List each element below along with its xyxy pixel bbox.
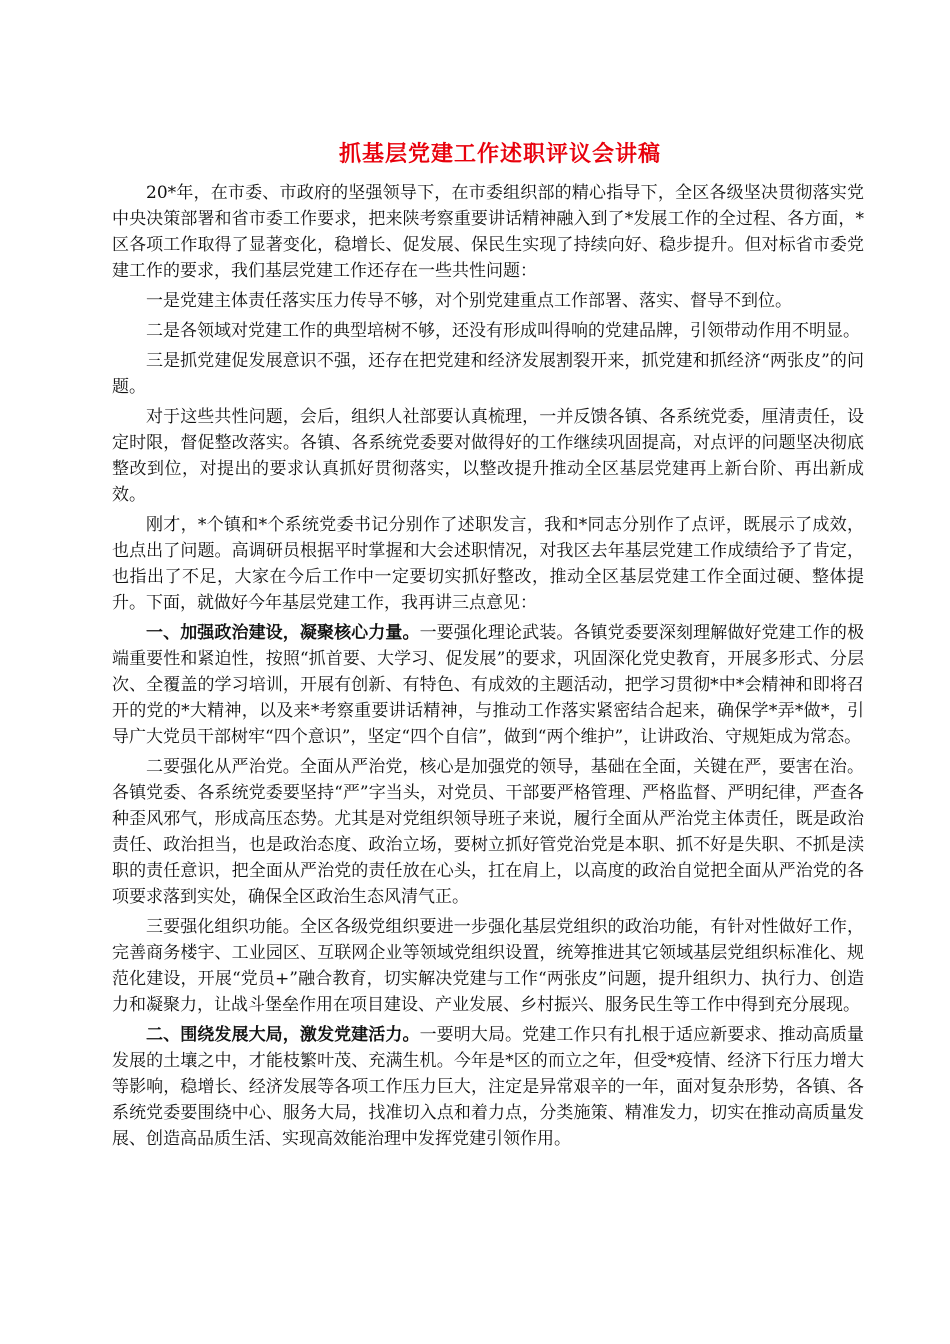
- document-title: 抓基层党建工作述职评议会讲稿: [338, 142, 661, 167]
- paragraph-text: 二要强化从严治党。全面从严治党，核心是加强党的领导，基础在全面，关键在严，要害在治。各镇党委、各系统党委要坚持“严”字当头，对党员、干部要严格管理、严格监督、严明纪律，严查各种歪风邪气，形成高压态势。尤其是对党组织领导班子来说，履行全面从严治党主体责任，既是政治责任、政治担当，也是政治态度、政治立场，要树立抓好管党治党是本职、抓不好是失职、不抓是渎职的责任意识，把全面从严治党的责任放在心头，扛在肩上，以高度的政治自觉把全面从严治党的各项要求落到实处，确保全区政治生态风清气正。: [112, 757, 864, 907]
- paragraph-10: [112, 1022, 864, 1152]
- paragraph-3: [112, 318, 864, 344]
- paragraph-5: [112, 404, 864, 508]
- paragraph-text: 一是党建主体责任落实压力传导不够，对个别党建重点工作部署、落实、督导不到位。: [146, 291, 792, 311]
- paragraph-2: [112, 288, 864, 314]
- paragraph-text: 二是各领域对党建工作的典型培树不够，还没有形成叫得响的党建品牌，引领带动作用不明显。: [146, 321, 860, 341]
- section-heading-1: 一、加强政治建设，凝聚核心力量。: [146, 623, 420, 643]
- paragraph-text: 一要明大局。党建工作只有扎根于适应新要求、推动高质量发展的土壤之中，才能枝繁叶茂、充满生机。今年是*区的而立之年，但受*疫情、经济下行压力增大等影响，稳增长、经济发展等各项工作压力巨大，注定是异常艰辛的一年，面对复杂形势，各镇、各系统党委要围绕中心、服务大局，找准切入点和着力点，分类施策、精准发力，切实在推动高质量发展、创造高品质生活、实现高效能治理中发挥党建引领作用。: [112, 1025, 865, 1149]
- section-heading-2: 二、围绕发展大局，激发党建活力。: [146, 1025, 420, 1045]
- paragraph-7: [112, 620, 864, 750]
- paragraph-4: [112, 348, 864, 400]
- paragraph-text: 三是抓党建促发展意识不强，还存在把党建和经济发展割裂开来，抓党建和抓经济“两张皮”的问题。: [112, 351, 864, 397]
- document-body: [112, 180, 864, 1156]
- paragraph-text: 三要强化组织功能。全区各级党组织要进一步强化基层党组织的政治功能，有针对性做好工作，完善商务楼宇、工业园区、互联网企业等领域党组织设置，统筹推进其它领域基层党组织标准化、规范化建设，开展“党员+”融合教育，切实解决党建与工作“两张皮”问题，提升组织力、执行力、创造力和凝聚力，让战斗堡垒作用在项目建设、产业发展、乡村振兴、服务民生等工作中得到充分展现。: [112, 917, 864, 1015]
- paragraph-8: [112, 754, 864, 910]
- paragraph-text: 对于这些共性问题，会后，组织人社部要认真梳理，一并反馈各镇、各系统党委，厘清责任，设定时限，督促整改落实。各镇、各系统党委要对做得好的工作继续巩固提高，对点评的问题坚决彻底整改到位，对提出的要求认真抓好贯彻落实，以整改提升推动全区基层党建再上新台阶、再出新成效。: [112, 407, 864, 505]
- paragraph-6: [112, 512, 864, 616]
- paragraph-text: 一要强化理论武装。各镇党委要深刻理解做好党建工作的极端重要性和紧迫性，按照“抓首要、大学习、促发展”的要求，巩固深化党史教育，开展多形式、分层次、全覆盖的学习培训，开展有创新、有特色、有成效的主题活动，把学习贯彻*中*会精神和即将召开的党的*大精神，以及来*考察重要讲话精神，与推动工作落实紧密结合起来，确保学*弄*做*，引导广大党员干部树牢“四个意识”，坚定“四个自信”，做到“两个维护”，让讲政治、守规矩成为常态。: [112, 623, 865, 747]
- paragraph-1: [112, 180, 864, 284]
- paragraph-text: 刚才，*个镇和*个系统党委书记分别作了述职发言，我和*同志分别作了点评，既展示了成效，也点出了问题。高调研员根据平时掌握和大会述职情况，对我区去年基层党建工作成绩给予了肯定，也指出了不足，大家在今后工作中一定要切实抓好整改，推动全区基层党建工作全面过硬、整体提升。下面，就做好今年基层党建工作，我再讲三点意见：: [112, 515, 864, 613]
- paragraph-9: [112, 914, 864, 1018]
- paragraph-text: 20*年，在市委、市政府的坚强领导下，在市委组织部的精心指导下，全区各级坚决贯彻落实党中央决策部署和省市委工作要求，把来陕考察重要讲话精神融入到了*发展工作的全过程、各方面，*区各项工作取得了显著变化，稳增长、促发展、保民生实现了持续向好、稳步提升。但对标省市委党建工作的要求，我们基层党建工作还存在一些共性问题：: [112, 183, 864, 281]
